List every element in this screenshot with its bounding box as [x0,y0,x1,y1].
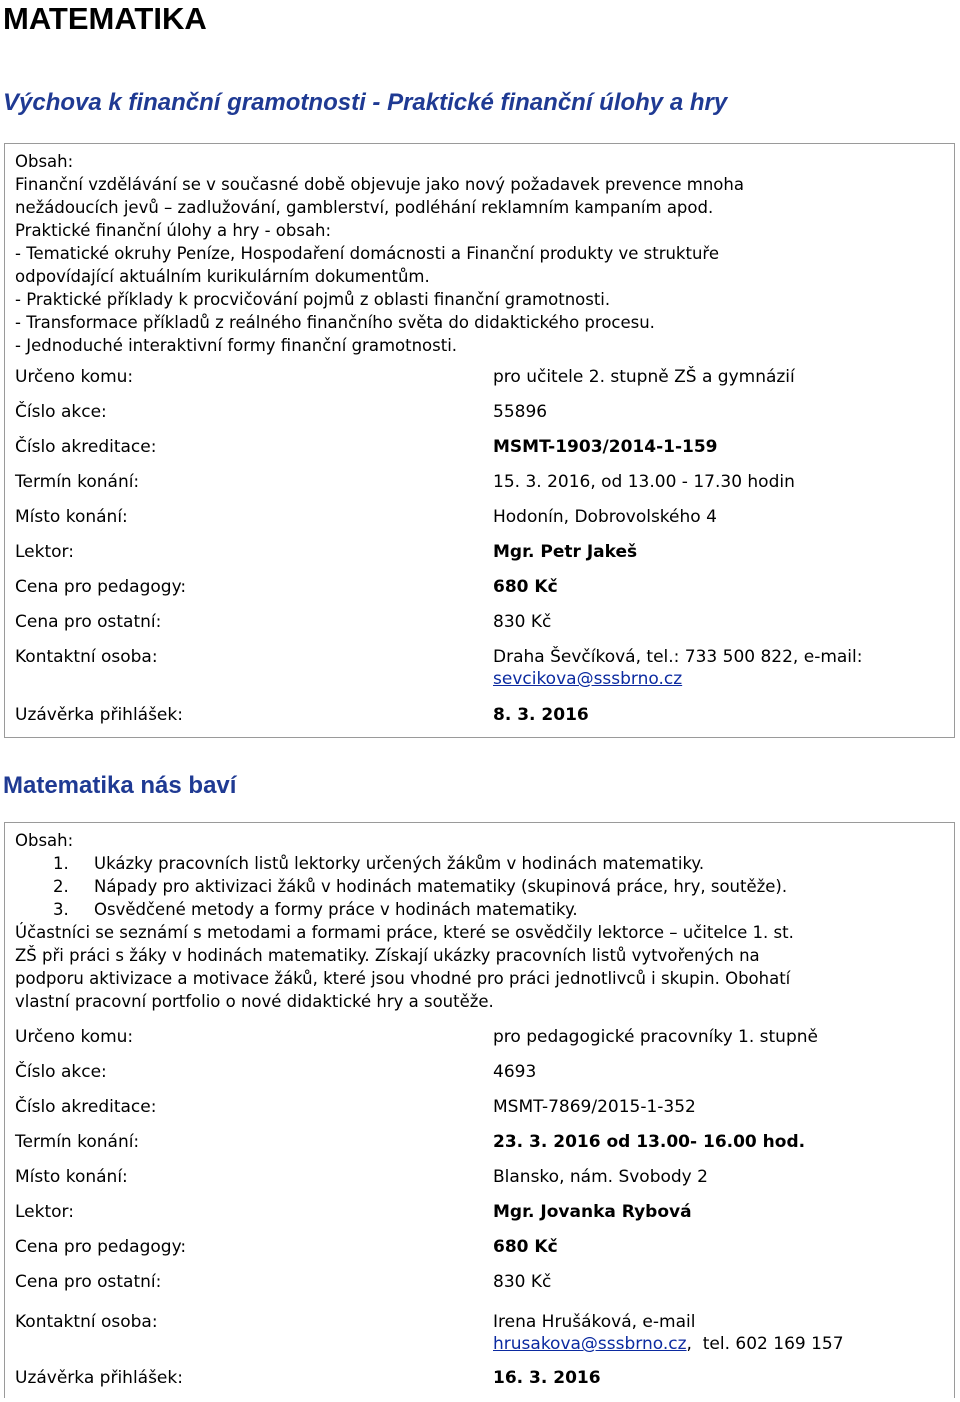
detail-row-lektor [15,1201,946,1236]
content-line: odpovídající aktuálním kurikulárním dokumentům. [15,267,430,286]
detail-row-urceno [15,1026,946,1061]
course-1-box [4,143,955,738]
detail-row-urceno [15,366,946,401]
topic-list [15,852,946,921]
content-line: - Jednoduché interaktivní formy finanční gramotnosti. [15,336,458,355]
detail-label: Kontaktní osoba: [15,1312,158,1332]
paragraph-line: Účastníci se seznámí s metodami a formami práce, které se osvědčily lektorce – učitelce 1. st. [15,923,794,942]
detail-row-uzaverka [15,1367,946,1402]
detail-label: Cena pro pedagogy: [15,1237,187,1257]
detail-value: 680 Kč [493,1237,558,1257]
detail-value: 55896 [493,402,548,422]
contact-email-link[interactable]: sevcikova@sssbrno.cz [493,669,683,689]
list-item [15,852,946,875]
list-number: 1. [53,854,69,873]
detail-value: Blansko, nám. Svobody 2 [493,1167,708,1187]
list-text: Nápady pro aktivizaci žáků v hodinách matematiky (skupinová práce, hry, soutěže). [94,877,788,896]
detail-value: MSMT-7869/2015-1-352 [493,1097,696,1117]
detail-row-kontakt [15,1311,946,1367]
detail-row-kontakt [15,646,946,702]
content-line: - Transformace příkladů z reálného finančního světa do didaktického procesu. [15,313,655,332]
course-1-content [15,150,946,357]
detail-row-termin [15,1131,946,1166]
course-2-heading: Matematika nás baví [3,772,237,799]
detail-label: Cena pro ostatní: [15,612,162,632]
detail-row-cena-ost [15,1271,946,1306]
detail-value: 8. 3. 2016 [493,705,589,725]
course-1-heading: Výchova k finanční gramotnosti - Praktické finanční úlohy a hry [3,89,728,116]
detail-row-akreditace [15,436,946,471]
detail-value: 830 Kč [493,1272,552,1292]
list-number: 3. [53,900,69,919]
detail-value: 23. 3. 2016 od 13.00- 16.00 hod. [493,1132,806,1152]
detail-label: Číslo akce: [15,402,107,422]
content-line: nežádoucích jevů – zadlužování, gamblerství, podléhání reklamním kampaním apod. [15,198,714,217]
document-title: MATEMATIKA [3,1,207,36]
list-number: 2. [53,877,69,896]
detail-value: pro učitele 2. stupně ZŠ a gymnázií [493,367,795,387]
detail-row-cena-ped [15,576,946,611]
detail-label: Lektor: [15,542,74,562]
detail-label: Kontaktní osoba: [15,647,158,667]
detail-row-uzaverka [15,704,946,739]
paragraph-line: vlastní pracovní portfolio o nové didaktické hry a soutěže. [15,992,494,1011]
detail-value: 15. 3. 2016, od 13.00 - 17.30 hodin [493,472,795,492]
detail-value: Hodonín, Dobrovolského 4 [493,507,717,527]
detail-label: Termín konání: [15,1132,140,1152]
content-line: Obsah: [15,152,74,171]
contact-phone: , tel. 602 169 157 [686,1334,844,1354]
detail-value: Mgr. Jovanka Rybová [493,1202,692,1222]
contact-email-link[interactable]: hrusakova@sssbrno.cz [493,1334,687,1354]
detail-label: Uzávěrka přihlášek: [15,1368,183,1388]
content-line: Finanční vzdělávání se v současné době objevuje jako nový požadavek prevence mnoha [15,175,744,194]
detail-value: Mgr. Petr Jakeš [493,542,638,562]
detail-label: Číslo akreditace: [15,1097,157,1117]
detail-label: Místo konání: [15,1167,128,1187]
content-line: Praktické finanční úlohy a hry - obsah: [15,221,332,240]
detail-value: pro pedagogické pracovníky 1. stupně [493,1027,818,1047]
content-line: - Praktické příklady k procvičování pojmů z oblasti finanční gramotnosti. [15,290,611,309]
detail-row-misto [15,506,946,541]
detail-value: 680 Kč [493,577,558,597]
detail-row-akreditace [15,1096,946,1131]
list-item [15,898,946,921]
detail-row-cislo-akce [15,401,946,436]
detail-row-cena-ped [15,1236,946,1271]
detail-row-cena-ost [15,611,946,646]
detail-row-termin [15,471,946,506]
detail-value: MSMT-1903/2014-1-159 [493,437,718,457]
detail-label: Termín konání: [15,472,140,492]
course-2-content [15,829,946,1013]
content-line: - Tematické okruhy Peníze, Hospodaření domácnosti a Finanční produkty ve struktuře [15,244,719,263]
detail-value: 4693 [493,1062,537,1082]
paragraph-line: podporu aktivizace a motivace žáků, které jsou vhodné pro práci jednotlivců i skupin. Obohatí [15,969,791,988]
list-item [15,875,946,898]
detail-row-misto [15,1166,946,1201]
detail-value: Draha Ševčíková, tel.: 733 500 822, e-mail: [493,647,863,667]
detail-label: Cena pro ostatní: [15,1272,162,1292]
paragraph-line: ZŠ při práci s žáky v hodinách matematiky. Získají ukázky pracovních listů vytvořených na [15,946,760,965]
detail-label: Místo konání: [15,507,128,527]
detail-value: 830 Kč [493,612,552,632]
detail-label: Cena pro pedagogy: [15,577,187,597]
detail-label: Číslo akreditace: [15,437,157,457]
detail-row-lektor [15,541,946,576]
detail-value: 16. 3. 2016 [493,1368,601,1388]
list-text: Ukázky pracovních listů lektorky určených žákům v hodinách matematiky. [94,854,705,873]
detail-label: Uzávěrka přihlášek: [15,705,183,725]
detail-label: Určeno komu: [15,1027,134,1047]
detail-value: Irena Hrušáková, e-mail [493,1312,696,1332]
obsah-label: Obsah: [15,831,74,850]
detail-row-cislo-akce [15,1061,946,1096]
list-text: Osvědčené metody a formy práce v hodinách matematiky. [94,900,578,919]
detail-label: Lektor: [15,1202,74,1222]
course-2-box [4,822,955,1398]
detail-label: Určeno komu: [15,367,134,387]
detail-label: Číslo akce: [15,1062,107,1082]
